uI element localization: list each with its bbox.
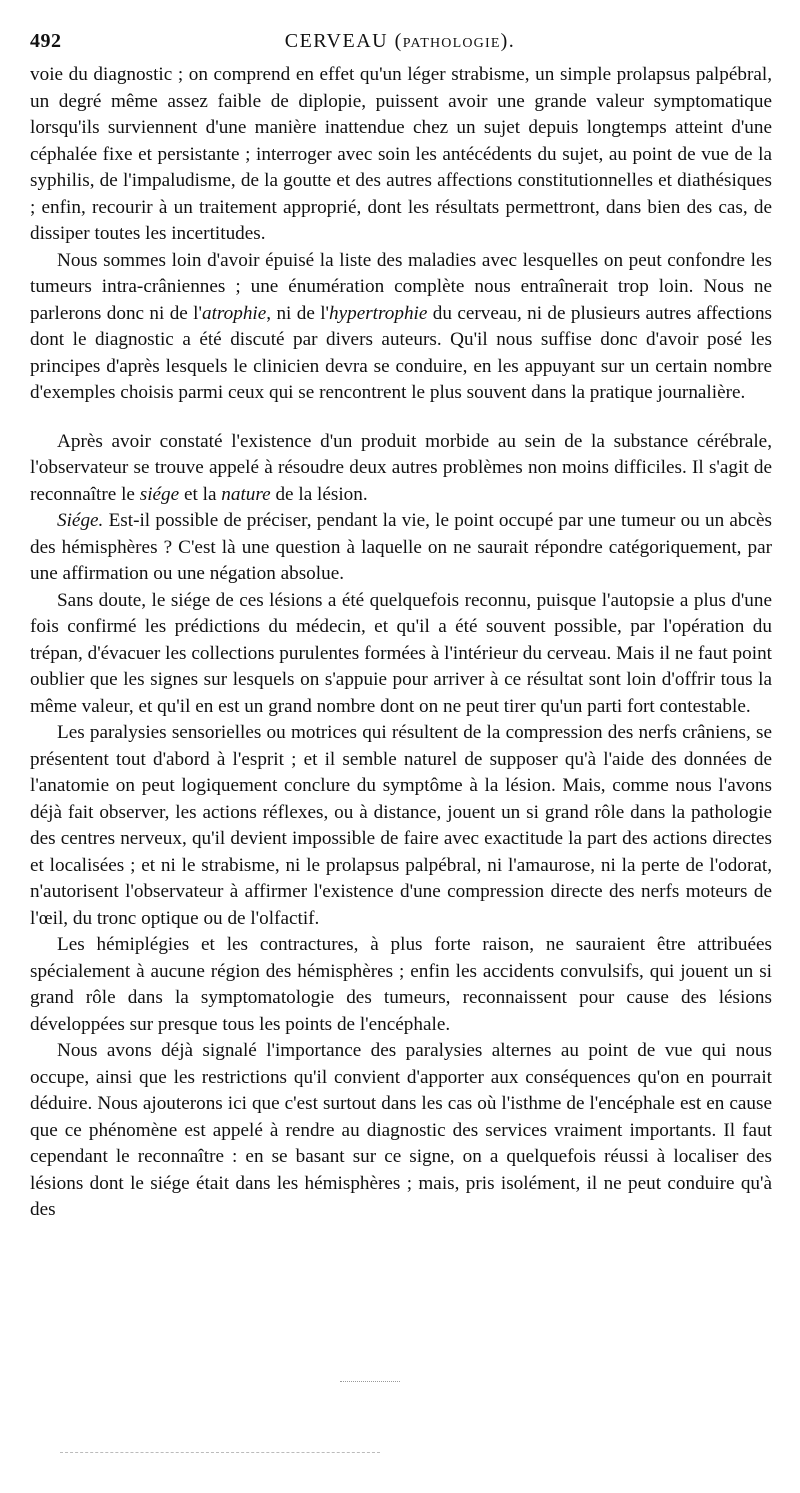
paragraph-6: Les paralysies sensorielles ou motrices qui résultent de la compression des nerfs crâniens, se présentent tout d'abord à l'esprit ; et il semble naturel de supposer qu'à l'aide des données de l'anatomie on peut logiquement conclure du symptôme à la lésion. Mais, comme nous l'avons déjà fait observer, les actions réflexes, ou à distance, jouent un si grand rôle dans la pathologie des centres nerveux, qu'il devient impossible de faire avec exactitude la part des actions directes et localisées ; et ni le strabisme, ni le prolapsus palpébral, ni l'amaurose, ni la perte de l'odorat, n'autorisent l'observateur à affirmer l'existence d'une compression directe des nerfs moteurs de l'œil, du tronc optique ou de l'olfactif. — [30, 722, 772, 929]
term-siege: siége — [139, 483, 180, 505]
body-text — [30, 62, 772, 1224]
footer-mark — [340, 1381, 400, 1384]
running-header — [30, 30, 770, 56]
footer-rule — [60, 1452, 380, 1455]
paragraph-7: Les hémiplégies et les contractures, à plus forte raison, ne sauraient être attribuées spécialement à aucune région des hémisphères ; enfin les accidents convulsifs, qui jouent un si grand rôle dans la symptomatologie des tumeurs, reconnaissent pour cause des lésions développées sur presque tous les points de l'encéphale. — [30, 934, 772, 1035]
running-title — [30, 30, 770, 53]
paragraph-2-part-c: du cerveau, ni de plusieurs autres affections dont le diagnostic a été discuté par divers auteurs. Qu'il nous suffise donc d'avoir posé les principes d'après lesquels le clinicien devra se conduire, en les appuyant sur un certain nombre d'exemples choisis parmi ceux qui se rencontrent le plus souvent dans la pratique journalière. — [30, 302, 773, 403]
paragraph-3 — [30, 429, 772, 509]
running-title-end: ). — [500, 30, 516, 52]
paragraph-2 — [30, 248, 772, 407]
paragraph-5: Sans doute, le siége de ces lésions a été quelquefois reconnu, puisque l'autopsie a plus d'une fois confirmé les prédictions du médecin, et qu'il a été souvent possible, par l'opération du trépan, d'évacuer les collections purulentes formées à l'intérieur du cerveau. Mais il ne faut point oublier que les signes sur lesquels on s'appuie pour arriver à ce résultat sont loin d'offrir tous la même valeur, et qu'il en est un grand nombre dont on ne peut tirer qu'un parti fort contestable. — [30, 589, 772, 717]
term-atrophie: atrophie — [201, 302, 267, 324]
running-title-main: CERVEAU ( — [284, 30, 403, 52]
page-number: 492 — [30, 30, 62, 52]
term-nature: nature — [221, 483, 271, 505]
paragraph-3-part-a: Après avoir constaté l'existence d'un produit morbide au sein de la substance cérébrale, l'observateur se trouve appelé à résoudre deux autres problèmes non moins difficiles. Il s'agit de reconnaître le — [30, 430, 772, 505]
section-heading-siege: Siége. — [57, 510, 104, 531]
term-hypertrophie: hypertrophie — [329, 302, 428, 324]
paragraph-3-part-b: et la — [179, 483, 222, 505]
paragraph-1: voie du diagnostic ; on comprend en effet qu'un léger strabisme, un simple prolapsus palpébral, un degré même assez faible de diplopie, puissent avoir une grande valeur symptomatique lorsqu'ils surviennent d'une manière inattendue chez un sujet depuis longtemps atteint d'une céphalée fixe et persistante ; interroger avec soin les antécédents du sujet, au point de vue de la syphilis, de l'impaludisme, de la goutte et des autres affections constitutionnelles et diathésiques ; enfin, recourir à un traitement approprié, dont les résultats permettront, dans bien des cas, de dissiper toutes les incertitudes. — [30, 64, 772, 244]
paragraph-4 — [30, 508, 772, 588]
paragraph-2-part-a: Nous sommes loin d'avoir épuisé la liste des maladies avec lesquelles on peut confondre les tumeurs intra-crâniennes ; une énumération complète nous entraînerait trop loin. Nous ne parlerons donc ni de l' — [30, 249, 772, 324]
running-title-subtitle: PATHOLOGIE — [402, 36, 501, 51]
paragraph-2-part-b: , ni de l' — [266, 302, 329, 324]
paragraph-3-part-c: de la lésion. — [270, 483, 368, 505]
paragraph-4-text: Est-il possible de préciser, pendant la vie, le point occupé par une tumeur ou un abcès des hémisphères ? C'est là une question à laquelle on ne saurait répondre catégoriquement, par une affirmation ou une négation absolue. — [30, 510, 772, 584]
paragraph-8: Nous avons déjà signalé l'importance des paralysies alternes au point de vue qui nous occupe, ainsi que les restrictions qu'il convient d'apporter aux conséquences qu'on en pourrait déduire. Nous ajouterons ici que c'est surtout dans les cas où l'isthme de l'encéphale est en cause que ce phénomène est appelé à rendre au diagnostic des services vraiment importants. Il faut cependant le reconnaître : en se basant sur ce signe, on a quelquefois réussi à localiser des lésions dont le siége était dans les hémisphères ; mais, pris isolément, il ne peut conduire qu'à des — [30, 1040, 772, 1220]
